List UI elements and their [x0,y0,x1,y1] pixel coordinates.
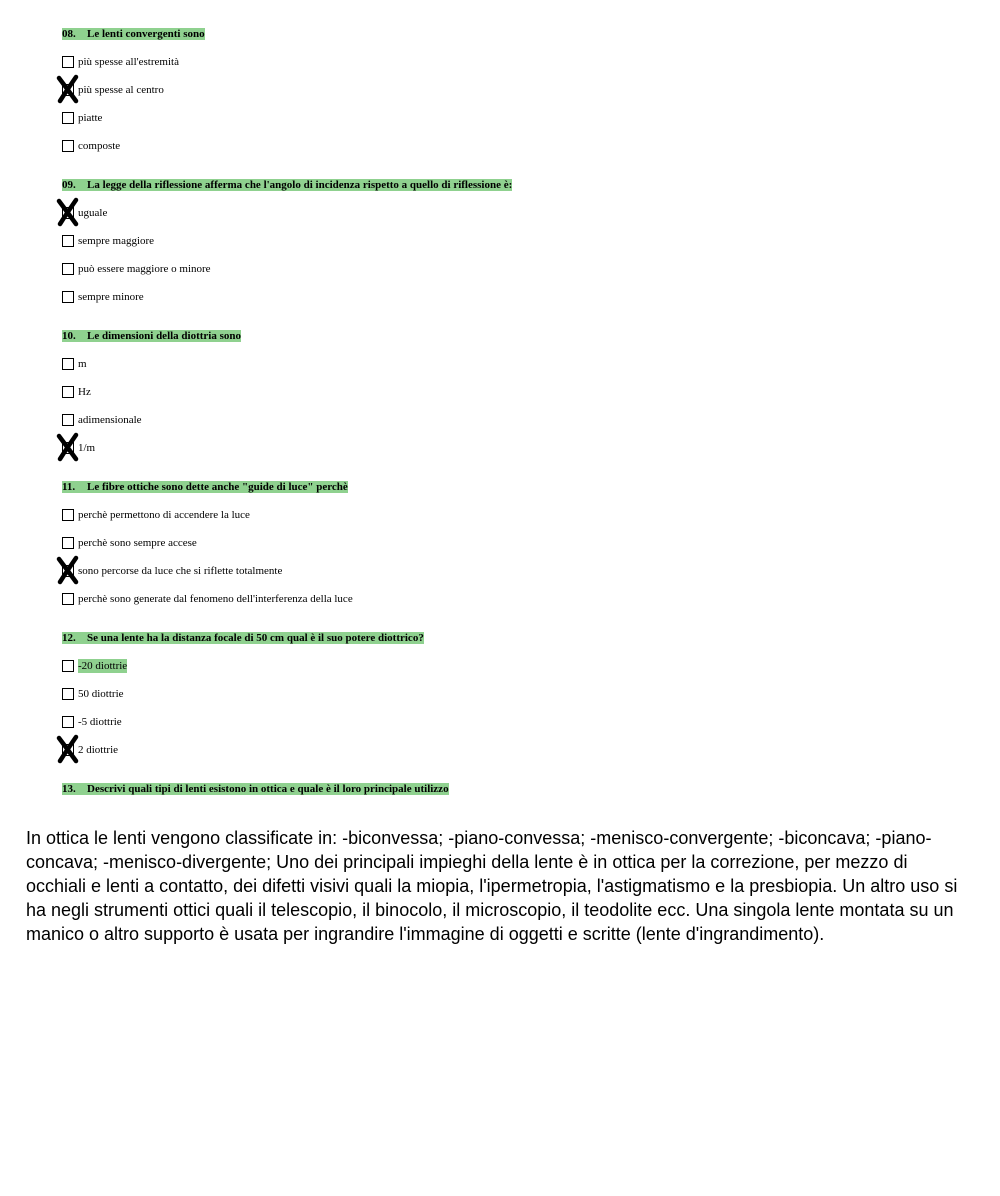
question-title [62,27,205,43]
option-adimensionale[interactable] [62,413,241,441]
option-piu-spesse-centro[interactable] [62,83,205,111]
question-08 [62,27,205,167]
checkbox[interactable] [62,660,74,672]
option-label: composte [78,140,121,152]
checkbox[interactable] [62,112,74,124]
option-label: più spesse all'estremità [78,56,179,68]
option-label: 50 diottrie [78,688,124,700]
option-sempre-minore[interactable] [62,290,512,318]
checkbox[interactable] [62,744,74,756]
option-hz[interactable] [62,385,241,413]
question-number: 11. [62,481,76,493]
option-2-diottrie[interactable] [62,743,424,771]
option-riflette-totalmente[interactable] [62,564,353,592]
option-label: uguale [78,207,108,219]
option-composte[interactable] [62,139,205,167]
question-text: Le fibre ottiche sono dette anche "guide di luce" perchè [87,481,348,493]
option-label: Hz [78,386,91,398]
question-number: 13. [62,783,76,795]
question-title [62,329,241,345]
option-label: 2 diottrie [78,744,119,756]
question-10 [62,329,241,469]
option-meno-20-diottrie[interactable] [62,659,424,687]
question-text: Descrivi quali tipi di lenti esistono in ottica e quale è il loro principale utilizzo [87,783,449,795]
checkbox[interactable] [62,291,74,303]
question-number: 09. [62,179,76,191]
question-number: 08. [62,28,76,40]
checkbox[interactable] [62,509,74,521]
option-piu-spesse-estremita[interactable] [62,55,205,83]
question-title [62,178,512,194]
checkbox[interactable] [62,84,74,96]
checkbox[interactable] [62,716,74,728]
option-meno-5-diottrie[interactable] [62,715,424,743]
option-label: 1/m [78,442,96,454]
question-13 [62,782,449,798]
option-label: perchè sono sempre accese [78,537,197,549]
option-label: perchè sono generate dal fenomeno dell'interferenza della luce [78,593,353,605]
question-11 [62,480,353,620]
option-interferenza[interactable] [62,592,353,620]
checkbox[interactable] [62,565,74,577]
option-label: m [78,358,87,370]
option-label: sempre minore [78,291,144,303]
checkbox[interactable] [62,207,74,219]
option-m[interactable] [62,357,241,385]
option-label: -5 diottrie [78,716,122,728]
question-title [62,631,424,647]
checkbox[interactable] [62,414,74,426]
question-number: 12. [62,632,76,644]
option-label: -20 diottrie [78,660,128,672]
option-label: piatte [78,112,103,124]
option-label: sono percorse da luce che si riflette totalmente [78,565,283,577]
option-uguale[interactable] [62,206,512,234]
question-number: 10. [62,330,76,342]
checkbox[interactable] [62,263,74,275]
checkbox[interactable] [62,537,74,549]
option-50-diottrie[interactable] [62,687,424,715]
checkbox[interactable] [62,56,74,68]
option-1-m[interactable] [62,441,241,469]
question-text: Le lenti convergenti sono [87,28,205,40]
checkbox[interactable] [62,593,74,605]
option-label: perchè permettono di accendere la luce [78,509,250,521]
option-label: adimensionale [78,414,142,426]
question-12 [62,631,424,771]
checkbox[interactable] [62,358,74,370]
question-text: Le dimensioni della diottria sono [87,330,242,342]
option-label: sempre maggiore [78,235,155,247]
checkbox[interactable] [62,386,74,398]
answer-text: In ottica le lenti vengono classificate in: -biconvessa; -piano-convessa; -menisco-convergente; -biconcava; -piano- concava; -menisco-divergente; Uno dei principali impieghi della lente è in ottica per la correzione, per mezzo di occhiali e lenti a contatto, dei difetti visivi quali la miopia, l'ipermetropia, l'astigmatismo e la presbiopia. Un altro uso si ha negli strumenti ottici quali il telescopio, il binocolo, il microscopio, il teodolite ecc. Una singola lente montata su un manico o altro supporto è usata per ingrandire l'immagine di oggetti e scritte (lente d'ingrandimento). [26,828,958,944]
question-title [62,480,353,496]
checkbox[interactable] [62,235,74,247]
option-accendere-luce[interactable] [62,508,353,536]
checkbox[interactable] [62,442,74,454]
option-sempre-accese[interactable] [62,536,353,564]
option-sempre-maggiore[interactable] [62,234,512,262]
question-text: La legge della riflessione afferma che l'angolo di incidenza rispetto a quello di riflessione è: [87,179,513,191]
option-label: più spesse al centro [78,84,164,96]
option-piatte[interactable] [62,111,205,139]
option-label: può essere maggiore o minore [78,263,211,275]
checkbox[interactable] [62,688,74,700]
checkbox[interactable] [62,140,74,152]
option-maggiore-o-minore[interactable] [62,262,512,290]
question-09 [62,178,512,318]
question-text: Se una lente ha la distanza focale di 50 cm qual è il suo potere diottrico? [87,632,424,644]
question-title [62,782,449,798]
